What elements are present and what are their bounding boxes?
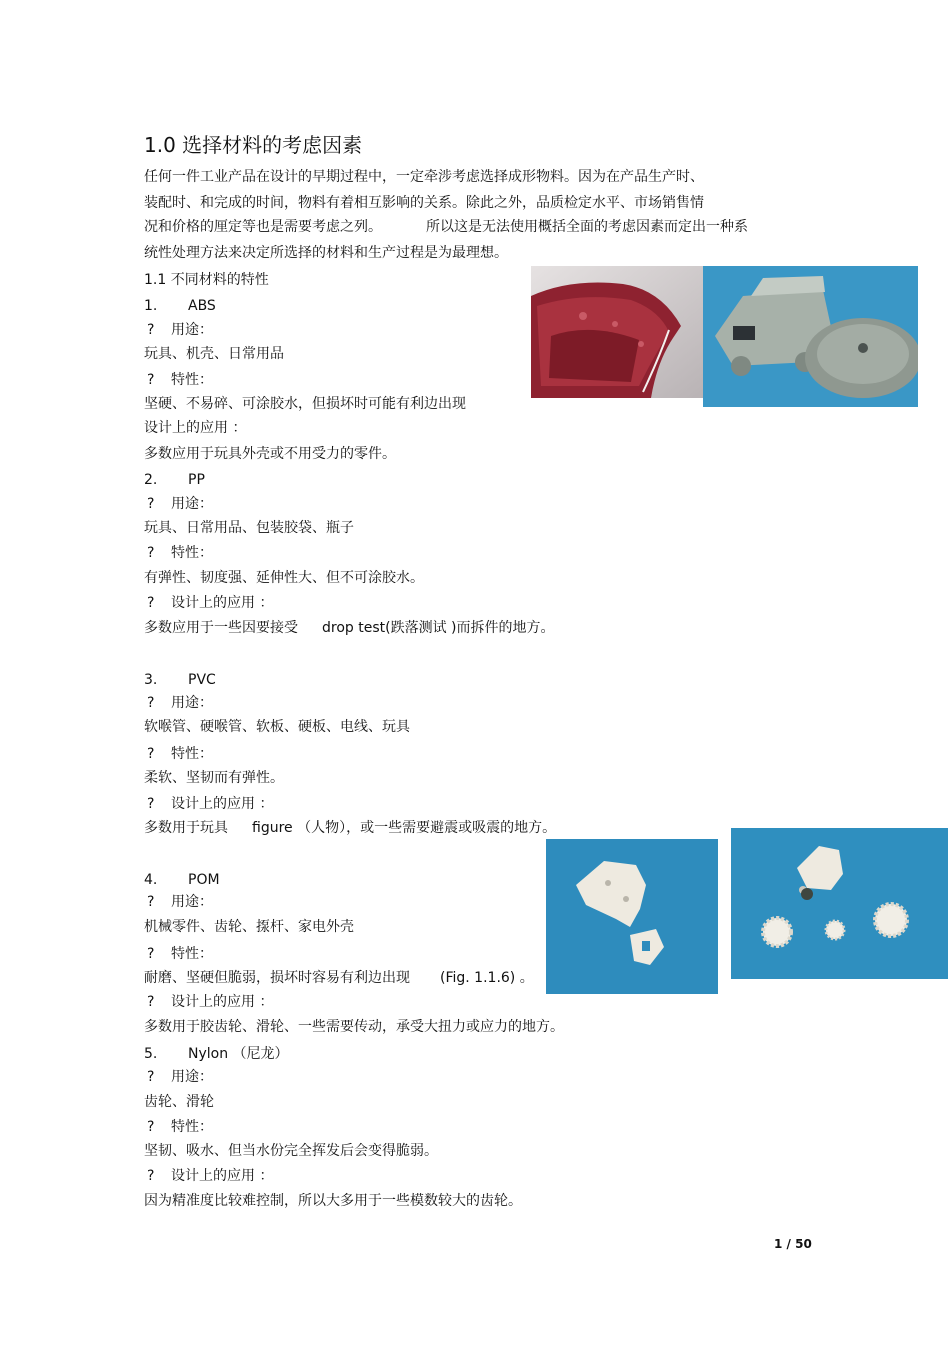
section-subheading: 1.1 不同材料的特性 [144,272,269,288]
abs-use: 玩具、机壳、日常用品 [144,346,284,362]
nylon-use-label: ? 用途： [147,1069,213,1085]
nylon-design: 因为精准度比较难控制，所以大多用于一些模数较大的齿轮。 [144,1193,522,1209]
nylon-gears-photo [731,828,948,979]
pom-prop-label: ? 特性： [147,946,213,962]
pvc-design: 多数用于玩具 figure （人物），或一些需要避震或吸震的地方。 [144,820,557,836]
material-title-pom: 4. POM [144,872,220,888]
pvc-design-label: ? 设计上的应用 ： [147,796,274,812]
pvc-use-label: ? 用途： [147,695,213,711]
pom-parts-photo [546,839,718,994]
pp-prop-label: ? 特性： [147,545,213,561]
abs-design: 多数应用于玩具外壳或不用受力的零件。 [144,446,396,462]
abs-design-label: 设计上的应用 ： [144,420,247,436]
intro-line-1: 任何一件工业产品在设计的早期过程中，一定牵涉考虑选择成形物料。因为在产品生产时、 [144,169,704,185]
pvc-prop: 柔软、坚韧而有弹性。 [144,770,284,786]
pom-prop: 耐磨、坚硬但脆弱，损坏时容易有利边出现 (Fig. 1.1.6) 。 [144,970,534,986]
intro-line-4: 统性处理方法来决定所选择的材料和生产过程是为最理想。 [144,245,508,261]
abs-prop-label: ? 特性： [147,372,213,388]
material-title-pvc: 3. PVC [144,672,216,688]
nylon-use: 齿轮、滑轮 [144,1094,214,1110]
pom-design-label: ? 设计上的应用 ： [147,994,274,1010]
material-title-nylon: 5. Nylon （尼龙） [144,1046,289,1062]
intro-line-3: 况和价格的厘定等也是需要考虑之列。 所以这是无法使用概括全面的考虑因素而定出一种系 [144,219,748,235]
pom-design: 多数用于胶齿轮、滑轮、一些需要传动，承受大扭力或应力的地方。 [144,1019,564,1035]
abs-red-shell-photo [531,266,703,398]
pom-use-label: ? 用途： [147,894,213,910]
nylon-design-label: ? 设计上的应用 ： [147,1168,274,1184]
abs-prop: 坚硬、不易碎、可涂胶水，但损坏时可能有利边出现 [144,396,466,412]
pom-use: 机械零件、齿轮、揼杆、家电外壳 [144,919,354,935]
abs-use-label: ? 用途： [147,322,213,338]
pvc-prop-label: ? 特性： [147,746,213,762]
nylon-prop: 坚韧、吸水、但当水份完全挥发后会变得脆弱。 [144,1143,438,1159]
intro-line-2: 装配时、和完成的时间，物料有着相互影响的关系。除此之外，品质检定水平、市场销售情 [144,195,704,211]
page-heading: 1.0 选择材料的考虑因素 [144,133,363,157]
pp-use-label: ? 用途： [147,496,213,512]
pp-prop: 有弹性、韧度强、延伸性大、但不可涂胶水。 [144,570,424,586]
pp-design-label: ? 设计上的应用 ： [147,595,274,611]
material-title-pp: 2. PP [144,472,205,488]
pp-use: 玩具、日常用品、包装胶袋、瓶子 [144,520,354,536]
page-number: 1 / 50 [774,1237,812,1251]
material-title-abs: 1. ABS [144,298,216,314]
pvc-use: 软喉管、硬喉管、软板、硬板、电线、玩具 [144,719,410,735]
pp-design: 多数应用于一些因要接受 drop test(跌落测试 )而拆件的地方。 [144,620,555,636]
nylon-prop-label: ? 特性： [147,1119,213,1135]
grey-parts-photo [703,266,918,407]
